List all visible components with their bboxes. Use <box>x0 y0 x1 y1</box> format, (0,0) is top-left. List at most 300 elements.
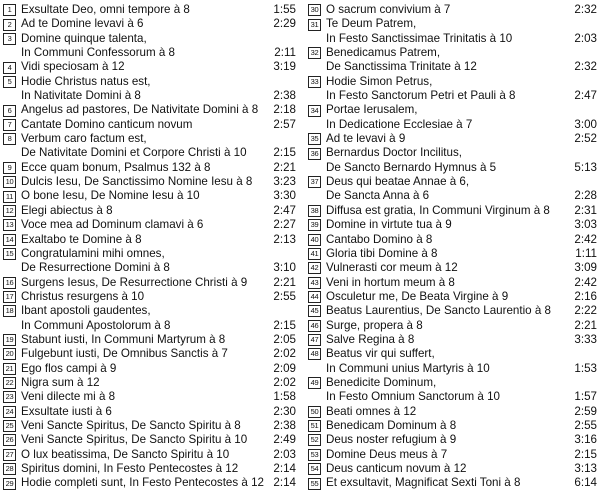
track-line <box>3 433 296 447</box>
track-title: Hodie Simon Petrus, <box>326 74 433 88</box>
track-number-box: 4 <box>3 62 16 74</box>
track-duration: 2:15 <box>574 447 597 461</box>
track-number-box: 32 <box>308 47 321 59</box>
track-line <box>3 376 296 390</box>
track-number-box: 16 <box>3 277 16 289</box>
track-title: Deus qui beatae Annae à 6, <box>326 175 470 189</box>
track-duration: 2:55 <box>574 418 597 432</box>
track-entry <box>308 3 597 17</box>
track-entry <box>308 462 597 476</box>
track-duration: 2:27 <box>273 218 296 232</box>
track-title: Surgens Iesus, De Resurrectione Christi à 9 <box>21 275 248 289</box>
track-duration: 2:38 <box>273 418 296 432</box>
track-line <box>3 333 296 347</box>
track-title: Ad te Domine levavi à 6 <box>21 17 144 31</box>
track-duration: 3:19 <box>273 60 296 74</box>
track-line <box>3 103 296 117</box>
track-number-box: 6 <box>3 105 16 117</box>
track-entry <box>3 233 296 247</box>
track-title: Angelus ad pastores, De Nativitate Domini à 8 <box>21 103 259 117</box>
track-line <box>3 218 296 232</box>
track-number-box: 7 <box>3 119 16 131</box>
track-duration: 2:52 <box>574 132 597 146</box>
track-duration: 2:47 <box>574 89 597 103</box>
track-line <box>3 89 296 103</box>
track-title: De Sancta Anna à 6 <box>326 189 430 203</box>
track-duration: 3:13 <box>574 462 597 475</box>
track-duration: 3:00 <box>574 117 597 131</box>
track-title: Benedicam Dominum à 8 <box>326 418 457 432</box>
track-title: Cantabo Domino à 8 <box>326 232 433 246</box>
track-entry <box>308 46 597 75</box>
track-duration: 2:32 <box>574 60 597 74</box>
track-entry <box>3 333 296 347</box>
track-duration: 2:42 <box>574 275 597 289</box>
track-line <box>308 175 597 189</box>
track-line <box>308 462 597 476</box>
track-number-box: 33 <box>308 76 321 88</box>
track-number-box: 22 <box>3 377 16 389</box>
track-number-box: 37 <box>308 176 321 188</box>
track-duration: 2:02 <box>273 375 296 389</box>
track-entry <box>308 433 597 447</box>
track-title: In Festo Sanctissimae Trinitatis à 10 <box>326 31 513 45</box>
track-title: Ibant apostoli gaudentes, <box>21 304 151 318</box>
track-entry <box>3 476 296 490</box>
track-number-box: 43 <box>308 277 321 289</box>
track-duration: 2:13 <box>273 232 296 246</box>
track-number-box: 8 <box>3 133 16 145</box>
track-number-box: 9 <box>3 162 16 174</box>
track-title: O lux beatissima, De Sancto Spiritu à 10 <box>21 447 230 461</box>
track-title: Gloria tibi Domine à 8 <box>326 246 438 260</box>
track-line <box>308 204 597 218</box>
track-title: Deus canticum novum à 12 <box>326 462 467 475</box>
track-entry <box>3 247 296 276</box>
track-line <box>308 433 597 447</box>
track-entry <box>3 161 296 175</box>
tracklist-left-column <box>3 3 296 491</box>
track-duration: 2:38 <box>273 89 296 103</box>
track-entry <box>3 390 296 404</box>
track-title: In Dedicatione Ecclesiae à 7 <box>326 117 473 131</box>
track-title: Portae Ierusalem, <box>326 103 418 117</box>
track-entry <box>3 304 296 333</box>
track-entry <box>308 476 597 490</box>
track-duration: 3:30 <box>273 189 296 203</box>
track-entry <box>3 17 296 31</box>
track-duration: 2:47 <box>273 203 296 217</box>
track-line <box>308 233 597 247</box>
track-entry <box>3 3 296 17</box>
track-line <box>3 146 296 160</box>
track-entry <box>308 419 597 433</box>
track-entry <box>308 261 597 275</box>
track-duration: 6:14 <box>574 476 597 490</box>
track-entry <box>3 132 296 161</box>
track-number-box: 2 <box>3 19 16 31</box>
track-entry <box>308 218 597 232</box>
track-line <box>308 448 597 462</box>
track-title: Verbum caro factum est, <box>21 132 147 146</box>
track-number-box: 34 <box>308 105 321 117</box>
track-title: Exsultate iusti à 6 <box>21 404 112 418</box>
track-number-box: 13 <box>3 219 16 231</box>
track-entry <box>3 75 296 104</box>
track-duration: 2:21 <box>273 160 296 174</box>
track-line <box>308 118 597 132</box>
track-title: Hodie Christus natus est, <box>21 74 151 88</box>
track-line <box>308 419 597 433</box>
track-duration: 2:49 <box>273 433 296 447</box>
track-line <box>308 60 597 74</box>
track-entry <box>3 405 296 419</box>
track-title: O bone Iesu, De Nomine Iesu à 10 <box>21 189 200 203</box>
track-number-box: 38 <box>308 205 321 217</box>
track-entry <box>3 462 296 476</box>
track-duration: 2:31 <box>574 203 597 217</box>
track-number-box: 47 <box>308 334 321 346</box>
track-number-box: 28 <box>3 463 16 475</box>
track-duration: 2:57 <box>273 117 296 131</box>
track-line <box>308 161 597 175</box>
track-duration: 1:11 <box>575 246 597 260</box>
track-line <box>3 17 296 31</box>
track-line <box>308 89 597 103</box>
track-entry <box>308 405 597 419</box>
track-line <box>3 476 296 490</box>
track-number-box: 3 <box>3 33 16 45</box>
track-entry <box>308 448 597 462</box>
track-line <box>3 405 296 419</box>
track-title: Spiritus domini, In Festo Pentecostes à 12 <box>21 462 239 475</box>
track-title: De Resurrectione Domini à 8 <box>21 261 170 275</box>
track-line <box>308 405 597 419</box>
track-line <box>308 247 597 261</box>
track-line <box>3 46 296 60</box>
track-entry <box>308 376 597 405</box>
track-line <box>308 362 597 376</box>
track-number-box: 51 <box>308 420 321 432</box>
track-line <box>3 290 296 304</box>
track-number-box: 23 <box>3 391 16 403</box>
track-line <box>3 390 296 404</box>
track-duration: 2:03 <box>273 447 296 461</box>
track-number-box: 44 <box>308 291 321 303</box>
track-line <box>3 233 296 247</box>
track-title: Veni dilecte mi à 8 <box>21 390 116 404</box>
track-duration: 2:32 <box>574 3 597 16</box>
track-line <box>308 290 597 304</box>
track-duration: 2:22 <box>574 304 597 318</box>
track-title: Surge, propera à 8 <box>326 318 423 332</box>
track-line <box>3 304 296 318</box>
track-number-box: 46 <box>308 320 321 332</box>
track-title: Cantate Domino canticum novum <box>21 117 193 131</box>
track-line <box>308 304 597 318</box>
track-line <box>3 462 296 476</box>
track-line <box>308 261 597 275</box>
track-duration: 2:09 <box>273 361 296 375</box>
track-title: Osculetur me, De Beata Virgine à 9 <box>326 289 509 303</box>
track-duration: 3:16 <box>574 433 597 447</box>
track-entry <box>308 347 597 376</box>
track-line <box>308 319 597 333</box>
track-entry <box>3 448 296 462</box>
track-title: Congratulamini mihi omnes, <box>21 246 165 260</box>
track-duration: 2:29 <box>273 17 296 31</box>
track-entry <box>3 204 296 218</box>
track-number-box: 15 <box>3 248 16 260</box>
track-number-box: 31 <box>308 19 321 31</box>
track-entry <box>3 118 296 132</box>
track-title: In Communi Apostolorum à 8 <box>21 318 171 332</box>
track-title: Domine in virtute tua à 9 <box>326 218 452 232</box>
track-number-box: 25 <box>3 420 16 432</box>
track-number-box: 53 <box>308 449 321 461</box>
track-line <box>3 118 296 132</box>
track-duration: 2:42 <box>574 232 597 246</box>
track-title: Veni in hortum meum à 8 <box>326 275 455 289</box>
track-duration: 3:10 <box>273 261 296 275</box>
track-line <box>308 103 597 117</box>
track-duration: 2:30 <box>273 404 296 418</box>
track-number-box: 19 <box>3 334 16 346</box>
track-title: In Festo Omnium Sanctorum à 10 <box>326 390 500 404</box>
track-title: Domine quinque talenta, <box>21 31 147 45</box>
track-title: Christus resurgens à 10 <box>21 289 145 303</box>
track-title: Vidi speciosam à 12 <box>21 60 125 74</box>
track-number-box: 30 <box>308 4 321 16</box>
track-title: In Festo Sanctorum Petri et Pauli à 8 <box>326 89 516 103</box>
track-duration: 3:03 <box>574 218 597 232</box>
track-duration: 2:05 <box>273 332 296 346</box>
track-entry <box>308 290 597 304</box>
track-title: Exaltabo te Domine à 8 <box>21 232 142 246</box>
track-line <box>3 362 296 376</box>
track-entry <box>308 132 597 146</box>
track-number-box: 54 <box>308 463 321 475</box>
track-title: In Communi Confessorum à 8 <box>21 46 176 60</box>
track-line <box>308 32 597 46</box>
track-entry <box>3 103 296 117</box>
track-entry <box>3 347 296 361</box>
track-title: Exsultate Deo, omni tempore à 8 <box>21 3 190 16</box>
track-title: Dulcis Iesu, De Sanctissimo Nomine Iesu à 8 <box>21 175 253 189</box>
track-title: O sacrum convivium à 7 <box>326 3 451 16</box>
track-number-box: 12 <box>3 205 16 217</box>
track-number-box: 45 <box>308 305 321 317</box>
track-entry <box>3 433 296 447</box>
track-duration: 2:18 <box>273 103 296 117</box>
track-duration: 1:53 <box>574 361 597 375</box>
track-title: Deus noster refugium à 9 <box>326 433 457 447</box>
track-title: Beati omnes à 12 <box>326 404 417 418</box>
track-number-box: 39 <box>308 219 321 231</box>
track-duration: 2:02 <box>273 347 296 361</box>
track-duration: 2:15 <box>273 318 296 332</box>
track-line <box>308 132 597 146</box>
track-number-box: 48 <box>308 348 321 360</box>
track-number-box: 21 <box>3 363 16 375</box>
track-line <box>3 448 296 462</box>
track-line <box>3 247 296 261</box>
track-duration: 2:14 <box>273 462 296 475</box>
track-duration: 1:57 <box>574 390 597 404</box>
track-title: Diffusa est gratia, In Communi Virginum à 8 <box>326 203 550 217</box>
track-number-box: 26 <box>3 434 16 446</box>
track-line <box>308 333 597 347</box>
track-entry <box>3 218 296 232</box>
track-number-box: 5 <box>3 76 16 88</box>
track-duration: 3:09 <box>574 261 597 275</box>
track-line <box>3 175 296 189</box>
track-line <box>308 189 597 203</box>
track-number-box: 29 <box>3 478 16 490</box>
track-entry <box>308 276 597 290</box>
track-entry <box>308 233 597 247</box>
track-title: In Nativitate Domini à 8 <box>21 89 141 103</box>
track-line <box>3 276 296 290</box>
track-title: Bernardus Doctor Incilitus, <box>326 146 462 160</box>
track-entry <box>3 189 296 203</box>
track-duration: 3:33 <box>574 332 597 346</box>
track-number-box: 10 <box>3 176 16 188</box>
track-title: Nigra sum à 12 <box>21 375 100 389</box>
track-entry <box>308 146 597 175</box>
track-line <box>3 347 296 361</box>
track-title: Te Deum Patrem, <box>326 17 417 31</box>
track-duration: 1:58 <box>273 390 296 404</box>
track-entry <box>3 60 296 74</box>
track-duration: 2:11 <box>274 46 296 60</box>
track-title: Benedicite Dominum, <box>326 375 437 389</box>
track-title: Stabunt iusti, In Communi Martyrum à 8 <box>21 332 226 346</box>
track-number-box: 42 <box>308 262 321 274</box>
track-entry <box>3 175 296 189</box>
track-entry <box>308 333 597 347</box>
track-title: Salve Regina à 8 <box>326 332 415 346</box>
track-duration: 2:55 <box>273 289 296 303</box>
track-title: Beatus vir qui suffert, <box>326 347 435 361</box>
track-entry <box>3 276 296 290</box>
track-number-box: 35 <box>308 133 321 145</box>
track-title: Beatus Laurentius, De Sancto Laurentio à 8 <box>326 304 551 318</box>
track-line <box>3 75 296 89</box>
track-line <box>308 476 597 490</box>
track-line <box>308 218 597 232</box>
track-entry <box>3 376 296 390</box>
track-number-box: 24 <box>3 406 16 418</box>
track-title: Vulnerasti cor meum à 12 <box>326 261 458 275</box>
track-number-box: 50 <box>308 406 321 418</box>
track-number-box: 36 <box>308 148 321 160</box>
track-title: Benedicamus Patrem, <box>326 46 441 60</box>
track-entry <box>308 247 597 261</box>
track-title: Elegi abiectus à 8 <box>21 203 113 217</box>
track-duration: 1:55 <box>273 3 296 16</box>
track-number-box: 49 <box>308 377 321 389</box>
track-entry <box>308 175 597 204</box>
track-title: Fulgebunt iusti, De Omnibus Sanctis à 7 <box>21 347 228 361</box>
track-entry <box>3 362 296 376</box>
track-duration: 2:28 <box>574 189 597 203</box>
track-number-box: 41 <box>308 248 321 260</box>
track-title: De Sancto Bernardo Hymnus à 5 <box>326 160 497 174</box>
track-line <box>308 390 597 404</box>
track-duration: 2:21 <box>273 275 296 289</box>
track-title: Ad te levavi à 9 <box>326 132 406 146</box>
track-duration: 2:16 <box>574 289 597 303</box>
track-title: Et exsultavit, Magnificat Sexti Toni à 8 <box>326 476 521 490</box>
track-line <box>3 32 296 46</box>
track-title: Ego flos campi à 9 <box>21 361 117 375</box>
track-entry <box>308 319 597 333</box>
track-number-box: 40 <box>308 234 321 246</box>
track-number-box: 14 <box>3 234 16 246</box>
track-number-box: 17 <box>3 291 16 303</box>
track-duration: 5:13 <box>574 160 597 174</box>
track-entry <box>308 204 597 218</box>
track-title: In Communi unius Martyris à 10 <box>326 361 490 375</box>
track-number-box: 55 <box>308 478 321 490</box>
track-title: Ecce quam bonum, Psalmus 132 à 8 <box>21 160 211 174</box>
track-entry <box>308 103 597 132</box>
track-duration: 2:14 <box>273 476 296 490</box>
track-line <box>3 132 296 146</box>
track-title: Hodie completi sunt, In Festo Pentecostes à 12 <box>21 476 264 490</box>
track-title: Domine Deus meus à 7 <box>326 447 448 461</box>
track-line <box>308 17 597 31</box>
track-title: Voce mea ad Dominum clamavi à 6 <box>21 218 204 232</box>
track-line <box>308 276 597 290</box>
tracklist-right-column <box>308 3 597 491</box>
track-line <box>308 146 597 160</box>
track-title: Veni Sancte Spiritus, De Sancto Spiritu à 10 <box>21 433 248 447</box>
track-line <box>3 3 296 17</box>
track-title: De Sanctissima Trinitate à 12 <box>326 60 477 74</box>
track-number-box: 1 <box>3 4 16 16</box>
track-duration: 2:03 <box>574 31 597 45</box>
track-line <box>3 319 296 333</box>
track-entry <box>3 419 296 433</box>
track-line <box>308 376 597 390</box>
track-line <box>308 46 597 60</box>
track-number-box: 52 <box>308 434 321 446</box>
track-line <box>3 419 296 433</box>
track-line <box>308 347 597 361</box>
track-entry <box>3 32 296 61</box>
track-number-box: 18 <box>3 305 16 317</box>
track-title: De Nativitate Domini et Corpore Christi à 10 <box>21 146 247 160</box>
track-line <box>308 75 597 89</box>
track-entry <box>308 304 597 318</box>
track-line <box>3 60 296 74</box>
track-number-box: 20 <box>3 348 16 360</box>
track-title: Veni Sancte Spiritus, De Sancto Spiritu à 8 <box>21 418 241 432</box>
track-entry <box>308 75 597 104</box>
track-entry <box>308 17 597 46</box>
track-line <box>3 161 296 175</box>
track-duration: 2:15 <box>273 146 296 160</box>
track-duration: 2:59 <box>574 404 597 418</box>
track-line <box>3 261 296 275</box>
track-number-box: 11 <box>3 191 16 203</box>
track-duration: 3:23 <box>273 175 296 189</box>
track-number-box: 27 <box>3 449 16 461</box>
track-line <box>3 204 296 218</box>
track-line <box>3 189 296 203</box>
